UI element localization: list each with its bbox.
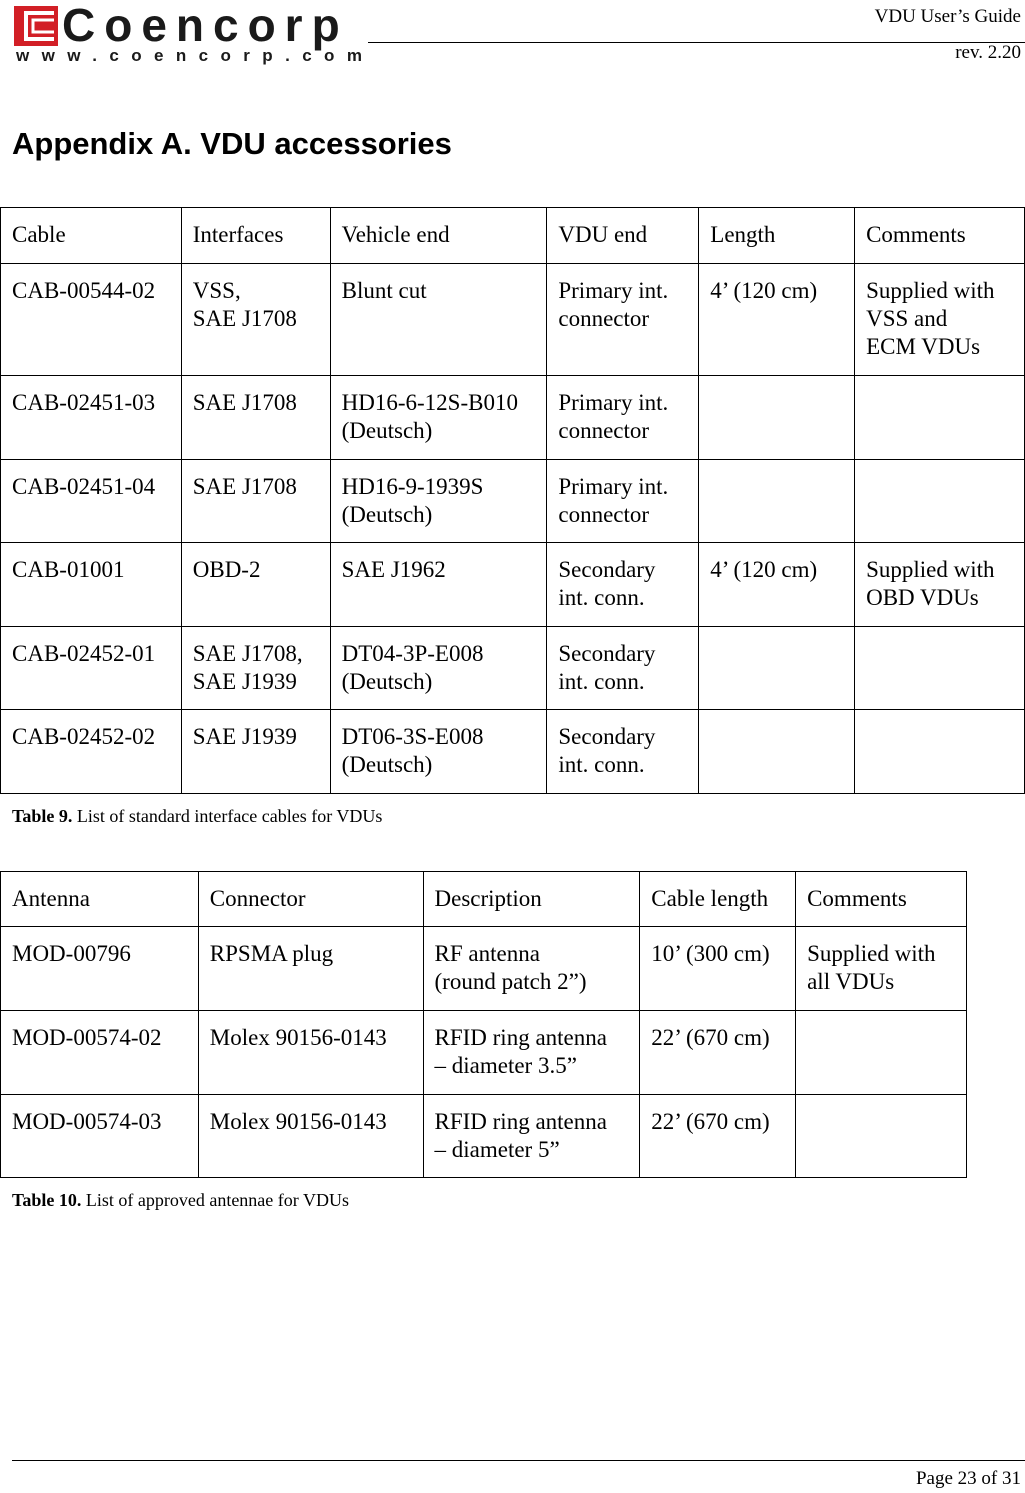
table-cell bbox=[699, 376, 855, 460]
cell-line: Supplied with bbox=[866, 278, 995, 303]
column-header bbox=[1, 208, 182, 264]
coencorp-logo-icon bbox=[14, 6, 58, 46]
table-cell bbox=[181, 627, 330, 710]
table-cell bbox=[1, 1011, 199, 1095]
table-cell bbox=[855, 376, 1025, 460]
table-cell bbox=[181, 460, 330, 543]
revision-label: rev. 2.20 bbox=[955, 42, 1021, 63]
page-title: Appendix A. VDU accessories bbox=[12, 126, 452, 161]
column-header bbox=[423, 872, 640, 927]
table-row bbox=[1, 1011, 967, 1095]
cell-line: VDU end bbox=[558, 222, 648, 247]
cell-line: 10’ (300 cm) bbox=[651, 941, 770, 966]
table-cell bbox=[640, 1011, 796, 1095]
cell-line: SAE J1962 bbox=[341, 557, 446, 582]
cell-line: CAB-02451-04 bbox=[12, 474, 156, 499]
cables-table bbox=[0, 207, 1025, 794]
logo-wordmark: Coencorp bbox=[62, 0, 349, 51]
table-cell bbox=[796, 1095, 967, 1178]
cell-line: (Deutsch) bbox=[341, 752, 433, 777]
table-cell bbox=[198, 1095, 423, 1178]
cell-line: – diameter 5” bbox=[434, 1137, 560, 1162]
table-cell bbox=[1, 264, 182, 376]
table-cell bbox=[855, 710, 1025, 794]
cell-line: Comments bbox=[866, 222, 966, 247]
table-cell bbox=[699, 264, 855, 376]
cell-line: – diameter 3.5” bbox=[434, 1053, 577, 1078]
cell-line: Cable length bbox=[651, 886, 769, 911]
cell-line: int. conn. bbox=[558, 669, 645, 694]
table-cell bbox=[547, 460, 699, 543]
table-cell bbox=[198, 1011, 423, 1095]
cell-line: all VDUs bbox=[807, 969, 895, 994]
table-cell bbox=[330, 264, 547, 376]
caption-text: List of approved antennae for VDUs bbox=[81, 1190, 349, 1210]
table-cell bbox=[855, 543, 1025, 627]
column-header bbox=[198, 872, 423, 927]
table-header-row bbox=[1, 872, 967, 927]
table-cell bbox=[423, 1011, 640, 1095]
antennae-table-body bbox=[1, 872, 967, 1178]
caption-label: Table 9. bbox=[12, 806, 73, 826]
cell-line: (round patch 2”) bbox=[434, 969, 587, 994]
table-10-caption bbox=[12, 1190, 349, 1211]
table-cell bbox=[855, 264, 1025, 376]
cell-line: VSS and bbox=[866, 306, 948, 331]
cell-line: int. conn. bbox=[558, 585, 645, 610]
cell-line: HD16-9-1939S bbox=[341, 474, 484, 499]
table-cell bbox=[855, 460, 1025, 543]
cell-line: Supplied with bbox=[866, 557, 995, 582]
table-cell bbox=[1, 1095, 199, 1178]
table-cell bbox=[1, 627, 182, 710]
cell-line: SAE J1708, bbox=[192, 641, 303, 666]
cell-line: (Deutsch) bbox=[341, 418, 433, 443]
table-row bbox=[1, 376, 1025, 460]
cell-line: OBD VDUs bbox=[866, 585, 979, 610]
table-cell bbox=[330, 460, 547, 543]
cell-line: CAB-02451-03 bbox=[12, 390, 156, 415]
cell-line: OBD-2 bbox=[192, 557, 261, 582]
table-cell bbox=[198, 927, 423, 1011]
cell-line: CAB-02452-01 bbox=[12, 641, 156, 666]
cell-line: Connector bbox=[209, 886, 306, 911]
header-divider bbox=[368, 42, 1025, 43]
cell-line: Comments bbox=[807, 886, 907, 911]
cell-line: connector bbox=[558, 502, 650, 527]
table-cell bbox=[699, 460, 855, 543]
company-logo bbox=[14, 0, 375, 68]
document-title: VDU User’s Guide bbox=[874, 6, 1021, 27]
cell-line: int. conn. bbox=[558, 752, 645, 777]
column-header bbox=[796, 872, 967, 927]
column-header bbox=[547, 208, 699, 264]
antennae-table bbox=[0, 871, 967, 1178]
table-cell bbox=[547, 543, 699, 627]
table-cell bbox=[796, 1011, 967, 1095]
table-row bbox=[1, 543, 1025, 627]
cell-line: Supplied with bbox=[807, 941, 936, 966]
cell-line: VSS, bbox=[192, 278, 241, 303]
column-header bbox=[1, 872, 199, 927]
column-header bbox=[181, 208, 330, 264]
logo-url: www.coencorp.com bbox=[16, 46, 375, 65]
cell-line: 22’ (670 cm) bbox=[651, 1109, 770, 1134]
table-cell bbox=[699, 627, 855, 710]
cell-line: (Deutsch) bbox=[341, 502, 433, 527]
table-cell bbox=[1, 927, 199, 1011]
cell-line: DT06-3S-E008 bbox=[341, 724, 484, 749]
table-9-caption bbox=[12, 806, 382, 827]
table-cell bbox=[181, 264, 330, 376]
column-header bbox=[640, 872, 796, 927]
cell-line: SAE J1708 bbox=[192, 474, 297, 499]
table-cell bbox=[699, 710, 855, 794]
cell-line: Length bbox=[710, 222, 776, 247]
table-row bbox=[1, 710, 1025, 794]
cell-line: RPSMA plug bbox=[209, 941, 334, 966]
cell-line: RFID ring antenna bbox=[434, 1025, 607, 1050]
table-cell bbox=[423, 927, 640, 1011]
table-cell bbox=[423, 1095, 640, 1178]
table-cell bbox=[547, 627, 699, 710]
table-cell bbox=[1, 543, 182, 627]
column-header bbox=[699, 208, 855, 264]
cell-line: Secondary bbox=[558, 557, 656, 582]
table-row bbox=[1, 460, 1025, 543]
cell-line: MOD-00574-03 bbox=[12, 1109, 162, 1134]
cell-line: CAB-00544-02 bbox=[12, 278, 156, 303]
cell-line: Description bbox=[434, 886, 542, 911]
cell-line: Cable bbox=[12, 222, 66, 247]
table-cell bbox=[547, 264, 699, 376]
cell-line: Blunt cut bbox=[341, 278, 427, 303]
cell-line: Antenna bbox=[12, 886, 90, 911]
table-cell bbox=[640, 1095, 796, 1178]
cell-line: Molex 90156-0143 bbox=[209, 1025, 387, 1050]
table-cell bbox=[330, 543, 547, 627]
table-cell bbox=[181, 710, 330, 794]
column-header bbox=[855, 208, 1025, 264]
cell-line: SAE J1708 bbox=[192, 306, 297, 331]
cell-line: SAE J1939 bbox=[192, 669, 297, 694]
cell-line: CAB-02452-02 bbox=[12, 724, 156, 749]
cell-line: RF antenna bbox=[434, 941, 540, 966]
cell-line: DT04-3P-E008 bbox=[341, 641, 484, 666]
cell-line: MOD-00574-02 bbox=[12, 1025, 162, 1050]
cell-line: Primary int. bbox=[558, 474, 669, 499]
cell-line: Vehicle end bbox=[341, 222, 450, 247]
table-cell bbox=[855, 627, 1025, 710]
table-row bbox=[1, 627, 1025, 710]
table-cell bbox=[547, 710, 699, 794]
cell-line: SAE J1939 bbox=[192, 724, 297, 749]
footer-divider bbox=[12, 1460, 1025, 1461]
cell-line: connector bbox=[558, 306, 650, 331]
table-cell bbox=[640, 927, 796, 1011]
table-cell bbox=[330, 627, 547, 710]
cell-line: CAB-01001 bbox=[12, 557, 125, 582]
table-cell bbox=[796, 927, 967, 1011]
cell-line: 4’ (120 cm) bbox=[710, 557, 818, 582]
table-cell bbox=[699, 543, 855, 627]
table-cell bbox=[1, 460, 182, 543]
table-row bbox=[1, 264, 1025, 376]
table-cell bbox=[330, 376, 547, 460]
column-header bbox=[330, 208, 547, 264]
cell-line: (Deutsch) bbox=[341, 669, 433, 694]
cell-line: 4’ (120 cm) bbox=[710, 278, 818, 303]
table-row bbox=[1, 927, 967, 1011]
cell-line: RFID ring antenna bbox=[434, 1109, 607, 1134]
table-cell bbox=[181, 376, 330, 460]
table-cell bbox=[330, 710, 547, 794]
cell-line: Molex 90156-0143 bbox=[209, 1109, 387, 1134]
cell-line: Secondary bbox=[558, 724, 656, 749]
cell-line: Interfaces bbox=[192, 222, 284, 247]
cell-line: SAE J1708 bbox=[192, 390, 297, 415]
cell-line: HD16-6-12S-B010 bbox=[341, 390, 518, 415]
cell-line: Primary int. bbox=[558, 390, 669, 415]
cell-line: MOD-00796 bbox=[12, 941, 131, 966]
table-cell bbox=[181, 543, 330, 627]
table-cell bbox=[547, 376, 699, 460]
caption-label: Table 10. bbox=[12, 1190, 82, 1210]
cables-table-body bbox=[1, 208, 1025, 794]
table-cell bbox=[1, 376, 182, 460]
caption-text: List of standard interface cables for VDUs bbox=[72, 806, 383, 826]
cell-line: ECM VDUs bbox=[866, 334, 981, 359]
table-row bbox=[1, 1095, 967, 1178]
cell-line: Primary int. bbox=[558, 278, 669, 303]
cell-line: connector bbox=[558, 418, 650, 443]
cell-line: 22’ (670 cm) bbox=[651, 1025, 770, 1050]
cell-line: Secondary bbox=[558, 641, 656, 666]
table-cell bbox=[1, 710, 182, 794]
table-header-row bbox=[1, 208, 1025, 264]
page-number: Page 23 of 31 bbox=[915, 1468, 1021, 1489]
